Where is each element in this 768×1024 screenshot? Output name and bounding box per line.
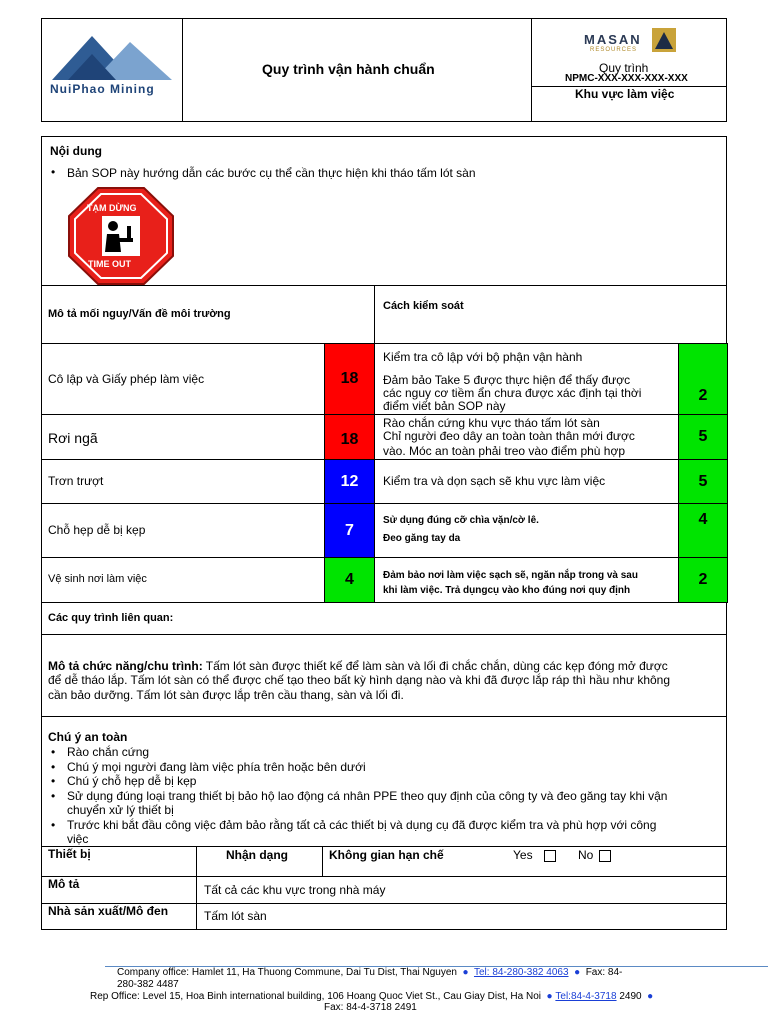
content-heading: Nội dung (50, 144, 102, 158)
control-row-2-line-3: vào. Móc an toàn phải treo vào điểm phù hợp (383, 444, 626, 458)
hazard-row-5-label: Vệ sinh nơi làm việc (48, 573, 147, 585)
safety-heading: Chú ý an toàn (48, 730, 128, 744)
footer-fax-1: Fax: 84- (585, 967, 623, 978)
yes-checkbox[interactable] (544, 850, 556, 862)
safety-item (48, 818, 724, 847)
footer-bullet-icon: ● (543, 991, 556, 1002)
equipment-label: Thiết bị (48, 847, 91, 861)
stop-sign-bottom-text: TIME OUT (88, 259, 131, 269)
function-line-1 (48, 659, 668, 673)
footer-line-2 (90, 991, 653, 1002)
content-bullet-dot: • (51, 165, 56, 179)
residual-score-row-5: 2 (678, 557, 728, 603)
nuiphao-logo-mountain (48, 28, 178, 84)
control-row-3-line-1: Kiểm tra và dọn sạch sẽ khu vực làm việc (383, 474, 606, 488)
footer-line-3: Fax: 84-4-3718 2491 (324, 1002, 417, 1013)
rule-row-2 (41, 414, 727, 415)
safety-item-5-text: Trước khi bắt đầu công việc đảm bảo rằng tất cả các thiết bị và dụng cụ đã được kiểm tra và phù hợp với công (67, 817, 657, 832)
identification-label: Nhận dạng (226, 848, 288, 862)
rule-equip-top (41, 846, 727, 847)
footer-bullet-icon: ● (571, 967, 583, 978)
rule-row-1 (41, 343, 727, 344)
safety-item (48, 789, 724, 818)
control-row-4-line-2: Đeo găng tay da (383, 533, 461, 544)
function-line-2: để dễ tháo lắp. Tấm lót sàn có thể được chế tạo theo bất kỳ hình dạng nào và khi đã được lắp ráp thì hầu như không (48, 673, 671, 687)
content-bullet-text: Bản SOP này hướng dẫn các bước cụ thể cần thực hiện khi tháo tấm lót sàn (67, 166, 476, 180)
residual-score-row-1: 2 (678, 343, 728, 415)
footer-tel-link-1[interactable]: Tel: 84-280-382 4063 (473, 967, 569, 978)
confined-space-label: Không gian hạn chế (329, 848, 444, 862)
rule-row-6 (41, 602, 727, 603)
footer-line-1-cont: 280-382 4487 (117, 979, 179, 990)
rule-row-3 (41, 459, 727, 460)
footer-bullet-icon: ● (459, 967, 472, 978)
masan-logo-icon (652, 28, 676, 52)
residual-score-row-3: 5 (678, 459, 728, 504)
nuiphao-logo-text: NuiPhao Mining (50, 82, 155, 96)
control-row-2-line-2: Chỉ người đeo dây an toàn toàn thân mới được (383, 429, 635, 443)
manufacturer-value: Tấm lót sàn (204, 909, 267, 923)
related-procedures-label: Các quy trình liên quan: (48, 612, 174, 624)
col-header-hazard: Mô tả mối nguy/Vấn đề môi trường (48, 308, 231, 320)
description-value: Tất cả các khu vực trong nhà máy (204, 883, 386, 897)
risk-score-row-5: 4 (324, 557, 375, 603)
col-header-control: Cách kiểm soát (383, 300, 464, 312)
footer-company-office: Company office: Hamlet 11, Ha Thuong Commune, Dai Tu Dist, Thai Nguyen (117, 967, 457, 978)
control-row-1-line-2: Đảm bảo Take 5 được thực hiện để thấy được (383, 373, 631, 387)
doc-code: NPMC-XXX-XXX-XXX-XXX (565, 73, 688, 84)
rule-equip-mid (41, 876, 727, 877)
footer-tel-link-2[interactable]: Tel:84-4-3718 (555, 991, 617, 1002)
rule-row-4 (41, 503, 727, 504)
doc-type: Quy trình (599, 61, 649, 75)
safety-item: • Chú ý mọi người đang làm việc phía trên hoặc bên dưới (48, 760, 724, 775)
risk-score-row-4: 7 (324, 503, 375, 558)
control-row-4-line-1: Sử dụng đúng cỡ chìa vặn/cờ lê. (383, 515, 539, 526)
time-out-stop-icon (67, 186, 175, 286)
header-divider-left (182, 18, 183, 122)
yes-label: Yes (513, 848, 533, 862)
safety-item: • Chú ý chỗ hẹp dễ bị kẹp (48, 774, 724, 789)
rule-row-5 (41, 557, 727, 558)
safety-item-4-text: Sử dụng đúng loại trang thiết bị bảo hộ lao động cá nhân PPE theo quy định của công ty và đeo găng tay khi vận (67, 788, 668, 803)
rule-related (41, 634, 727, 635)
risk-score-row-3: 12 (324, 459, 375, 504)
header-divider-right (531, 18, 532, 122)
work-area: Khu vực làm việc (575, 87, 675, 101)
risk-score-row-2: 18 (324, 414, 375, 460)
footer-bullet-icon: ● (644, 991, 654, 1002)
function-line-3: cần bảo dưỡng. Tấm lót sàn được lắp trên cầu thang, sàn và lối đi. (48, 688, 404, 702)
function-text-1: Tấm lót sàn được thiết kế để làm sàn và lối đi chắc chắn, dùng các kẹp đóng mở được (202, 659, 668, 673)
no-label: No (578, 848, 594, 862)
control-row-1-line-3: các nguy cơ tiềm ẩn chưa được xác định tại thời (383, 386, 642, 400)
stop-sign-top-text: TẠM DỪNG (87, 203, 137, 213)
manufacturer-label: Nhà sản xuất/Mô đen (48, 904, 169, 918)
residual-score-row-4: 4 (678, 503, 728, 558)
safety-item-5-cont: việc (67, 832, 89, 846)
safety-item-4-cont: chuyển xử lý thiết bị (67, 803, 174, 817)
control-row-5-line-1: Đảm bảo nơi làm việc sạch sẽ, ngăn nắp trong và sau (383, 570, 638, 581)
hazard-row-4-label: Chỗ hẹp dễ bị kẹp (48, 523, 146, 537)
footer-line-1 (117, 967, 622, 978)
control-row-5-line-2: khi làm việc. Trả dụngcụ vào kho đúng nơi quy định (383, 585, 631, 596)
rule-function (41, 716, 727, 717)
masan-sub: RESOURCES (590, 47, 638, 53)
risk-score-row-1: 18 (324, 343, 375, 415)
masan-brand: MASAN (584, 32, 642, 47)
rule-equip-col-2 (322, 846, 323, 876)
control-row-1-line-1: Kiểm tra cô lập với bộ phận vận hành (383, 350, 583, 364)
rule-equip-col-1 (196, 846, 197, 930)
no-checkbox[interactable] (599, 850, 611, 862)
safety-item: • Rào chắn cứng (48, 745, 724, 760)
hazard-row-2-label: Rơi ngã (48, 430, 98, 446)
page-title: Quy trình vận hành chuẩn (262, 61, 435, 77)
control-row-1-line-4: điểm viết bản SOP này (383, 399, 506, 413)
control-row-2-line-1: Rào chắn cứng khu vực tháo tấm lót sàn (383, 416, 600, 430)
residual-score-row-2: 5 (678, 414, 728, 460)
hazard-row-3-label: Trơn trượt (48, 474, 104, 488)
safety-list (48, 745, 724, 847)
footer-tel-ext: 2490 (619, 991, 642, 1002)
hazard-row-1-label: Cô lập và Giấy phép làm việc (48, 372, 205, 386)
rule-table-top (41, 285, 727, 286)
description-label: Mô tả (48, 877, 80, 891)
function-label: Mô tả chức năng/chu trình: (48, 659, 203, 673)
footer-rep-office: Rep Office: Level 15, Hoa Binh international building, 106 Hoang Quoc Viet St., Cau Giay Dist, Ha Noi (90, 991, 541, 1002)
